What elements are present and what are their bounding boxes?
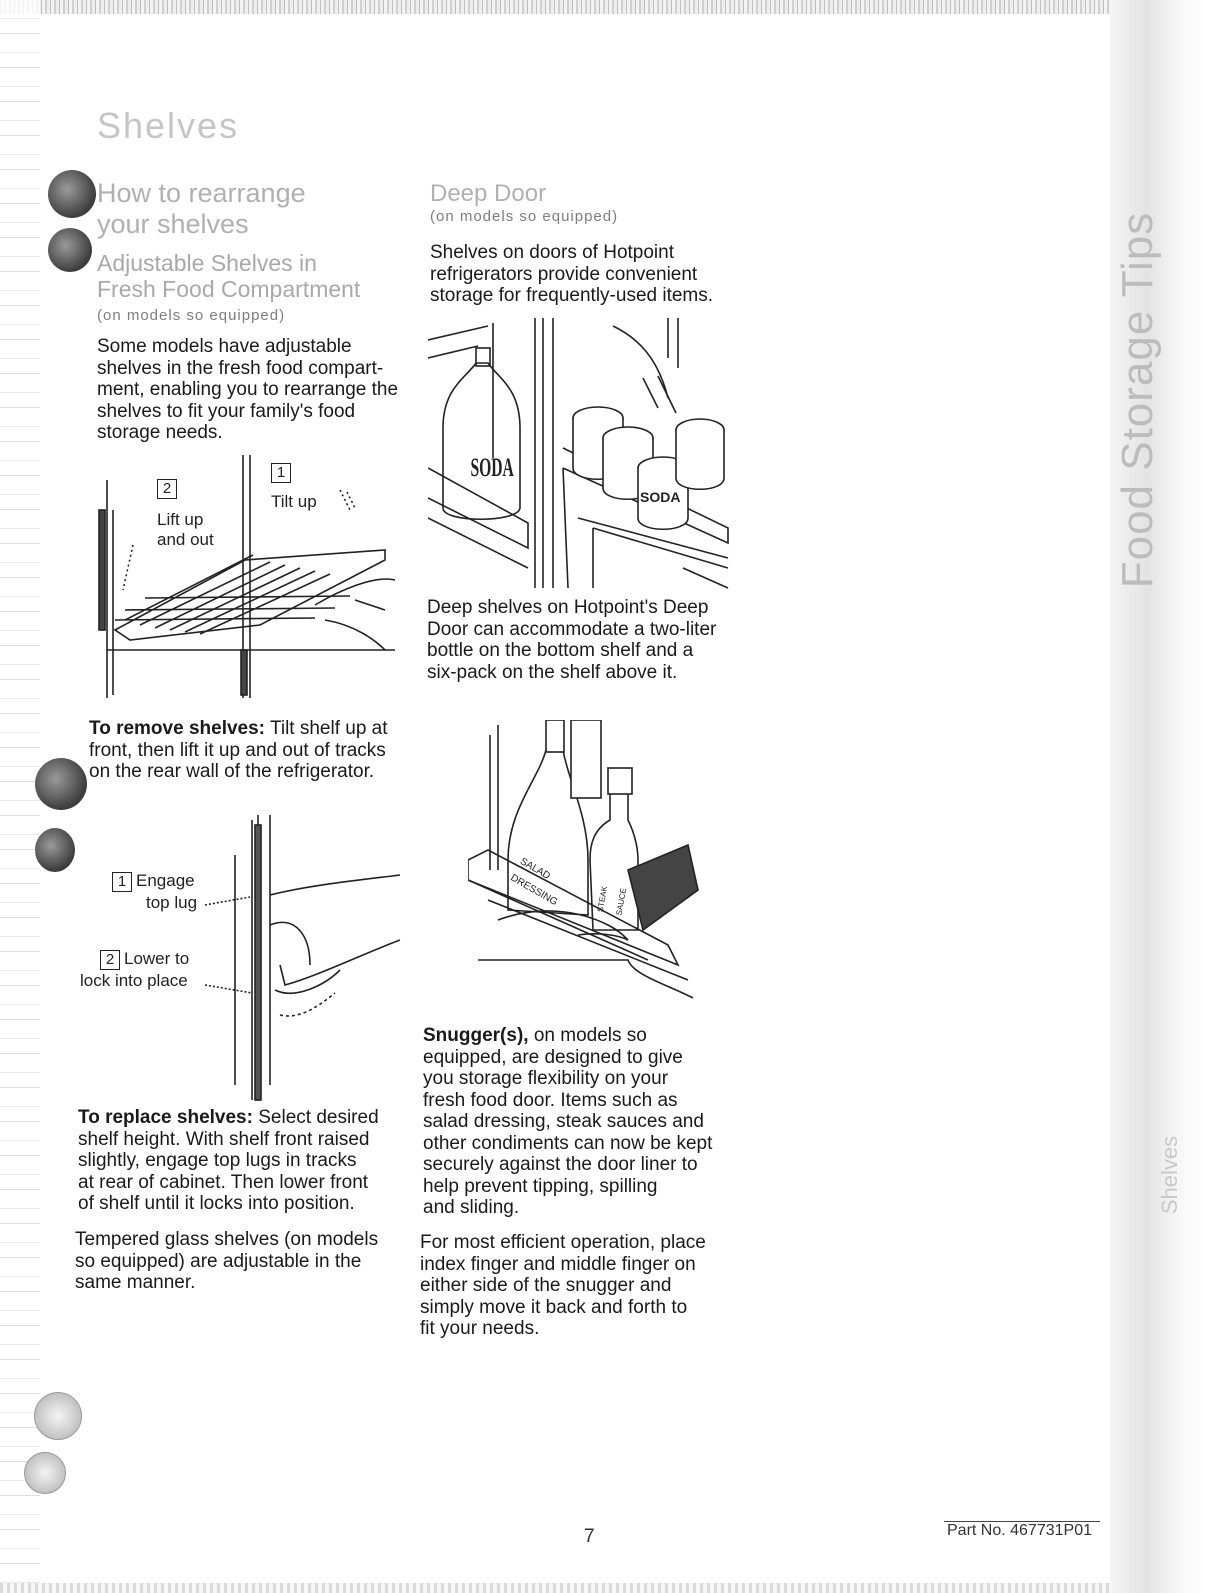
- text-line: other condiments can now be kept: [423, 1132, 713, 1154]
- text-line: [78, 1107, 379, 1129]
- step-2-label: [157, 478, 181, 499]
- text-line: shelves to fit your family's food: [97, 400, 356, 422]
- text-line: storage needs.: [97, 422, 223, 443]
- binder-hole-faint: [24, 1452, 66, 1494]
- text-line: securely against the door liner to: [423, 1154, 698, 1175]
- top-lug-label: top lug: [146, 893, 198, 912]
- text-line: shelves in the fresh food compart-: [97, 357, 384, 379]
- binder-hole-faint: [34, 1392, 82, 1440]
- deep-door-caption: [427, 597, 716, 683]
- section-heading-rearrange: How to rearrange your shelves: [97, 178, 306, 239]
- lower-text: Lower to: [124, 949, 190, 968]
- text-line: front, then lift it up and out of tracks: [89, 739, 386, 761]
- text-line: salad dressing, steak sauces and: [423, 1111, 704, 1132]
- shelf-removal-illustration: [85, 450, 405, 700]
- section-heading-deep-door: Deep Door: [430, 180, 547, 207]
- text-line: you storage flexibility on your: [423, 1068, 669, 1089]
- steak-sauce-label: STEAK SAUCE: [595, 885, 629, 917]
- snugger-description: [423, 1025, 712, 1219]
- figure-deep-door: [428, 318, 748, 590]
- text-line: [89, 718, 388, 740]
- engage-label: [112, 871, 195, 892]
- text-span: Tilt shelf up at: [265, 718, 388, 739]
- text-line: on the rear wall of the refrigerator.: [89, 761, 375, 782]
- step-number: 2: [100, 950, 120, 970]
- salad-dressing-label: SALAD DRESSING: [508, 856, 560, 909]
- text-line: equipped, are designed to give: [423, 1046, 683, 1068]
- text-line: storage for frequently-used items.: [430, 285, 714, 306]
- engage-text: Engage: [136, 871, 195, 890]
- text-line: slightly, engage top lugs in tracks: [78, 1150, 357, 1171]
- text-span: Select desired: [252, 1107, 379, 1128]
- text-line: simply move it back and forth to: [420, 1296, 688, 1318]
- subheading-line1: Adjustable Shelves in: [97, 250, 317, 276]
- text-line: shelf height. With shelf front raised: [78, 1128, 370, 1150]
- part-number: Part No. 467731P01: [947, 1522, 1092, 1539]
- bold-label: To remove shelves:: [89, 718, 266, 739]
- bold-label: To replace shelves:: [78, 1107, 253, 1128]
- tilt-up-label: Tilt up: [271, 492, 317, 511]
- text-line: ment, enabling you to rearrange the: [97, 379, 399, 400]
- step-1-label: [271, 462, 295, 483]
- soda-can-label: SODA: [640, 489, 681, 505]
- scan-left-edge: [0, 0, 40, 1593]
- lock-into-place-label: lock into place: [80, 971, 188, 990]
- binder-hole: [48, 170, 96, 218]
- text-line: [423, 1025, 712, 1047]
- lift-up-label: Lift up: [157, 510, 204, 529]
- text-line: For most efficient operation, place: [420, 1232, 706, 1253]
- snugger-illustration: [468, 720, 708, 1010]
- text-line: fresh food door. Items such as: [423, 1089, 678, 1111]
- text-line: so equipped) are adjustable in the: [75, 1250, 362, 1272]
- figure-replace-shelf: [80, 815, 410, 1105]
- text-line: Deep shelves on Hotpoint's Deep: [427, 597, 709, 618]
- scan-top-edge: [0, 0, 1205, 14]
- text-line: fit your needs.: [420, 1318, 540, 1339]
- step-number: 1: [112, 872, 132, 892]
- binder-hole: [48, 228, 92, 272]
- remove-instructions: [89, 718, 388, 783]
- text-line: either side of the snugger and: [420, 1275, 672, 1296]
- figure-snugger: [468, 720, 708, 1010]
- soda-bottle-label: SODA: [470, 453, 514, 482]
- side-tab-subtitle: Shelves: [1157, 1135, 1182, 1215]
- text-line: Tempered glass shelves (on models: [75, 1229, 379, 1250]
- text-line: and sliding.: [423, 1197, 520, 1218]
- text-line: Shelves on doors of Hotpoint: [430, 242, 674, 263]
- intro-right: [430, 242, 713, 307]
- step-number: 1: [271, 463, 291, 483]
- figure-remove-shelf: [85, 450, 405, 700]
- binder-hole: [35, 758, 87, 810]
- scan-bottom-edge: [0, 1583, 1205, 1593]
- subheading-line2: Fresh Food Compartment: [97, 276, 361, 302]
- text-line: refrigerators provide convenient: [430, 263, 698, 285]
- efficient-operation-note: [420, 1232, 706, 1340]
- intro-left: [97, 336, 398, 444]
- models-note-right: (on models so equipped): [430, 208, 619, 225]
- replace-instructions: [78, 1107, 379, 1215]
- text-line: at rear of cabinet. Then lower front: [78, 1171, 369, 1193]
- and-out-label: and out: [157, 530, 214, 549]
- text-line: Some models have adjustable: [97, 336, 352, 357]
- page-number: 7: [584, 1526, 595, 1547]
- text-line: index finger and middle finger on: [420, 1253, 696, 1275]
- text-line: help prevent tipping, spilling: [423, 1175, 658, 1197]
- page-title: Shelves: [97, 105, 240, 146]
- step-number: 2: [157, 479, 177, 499]
- lower-to-label: [100, 949, 189, 970]
- text-span: on models so: [528, 1025, 647, 1046]
- binder-hole: [35, 828, 75, 872]
- text-line: of shelf until it locks into position.: [78, 1193, 355, 1214]
- text-line: bottle on the bottom shelf and a: [427, 640, 694, 661]
- text-line: Door can accommodate a two-liter: [427, 618, 717, 640]
- tempered-glass-note: [75, 1229, 378, 1294]
- models-note-left: (on models so equipped): [97, 307, 286, 324]
- text-line: six-pack on the shelf above it.: [427, 661, 678, 683]
- bold-label: Snugger(s),: [423, 1025, 529, 1046]
- side-tab-title: Food Storage Tips: [1113, 211, 1162, 589]
- text-line: same manner.: [75, 1272, 196, 1293]
